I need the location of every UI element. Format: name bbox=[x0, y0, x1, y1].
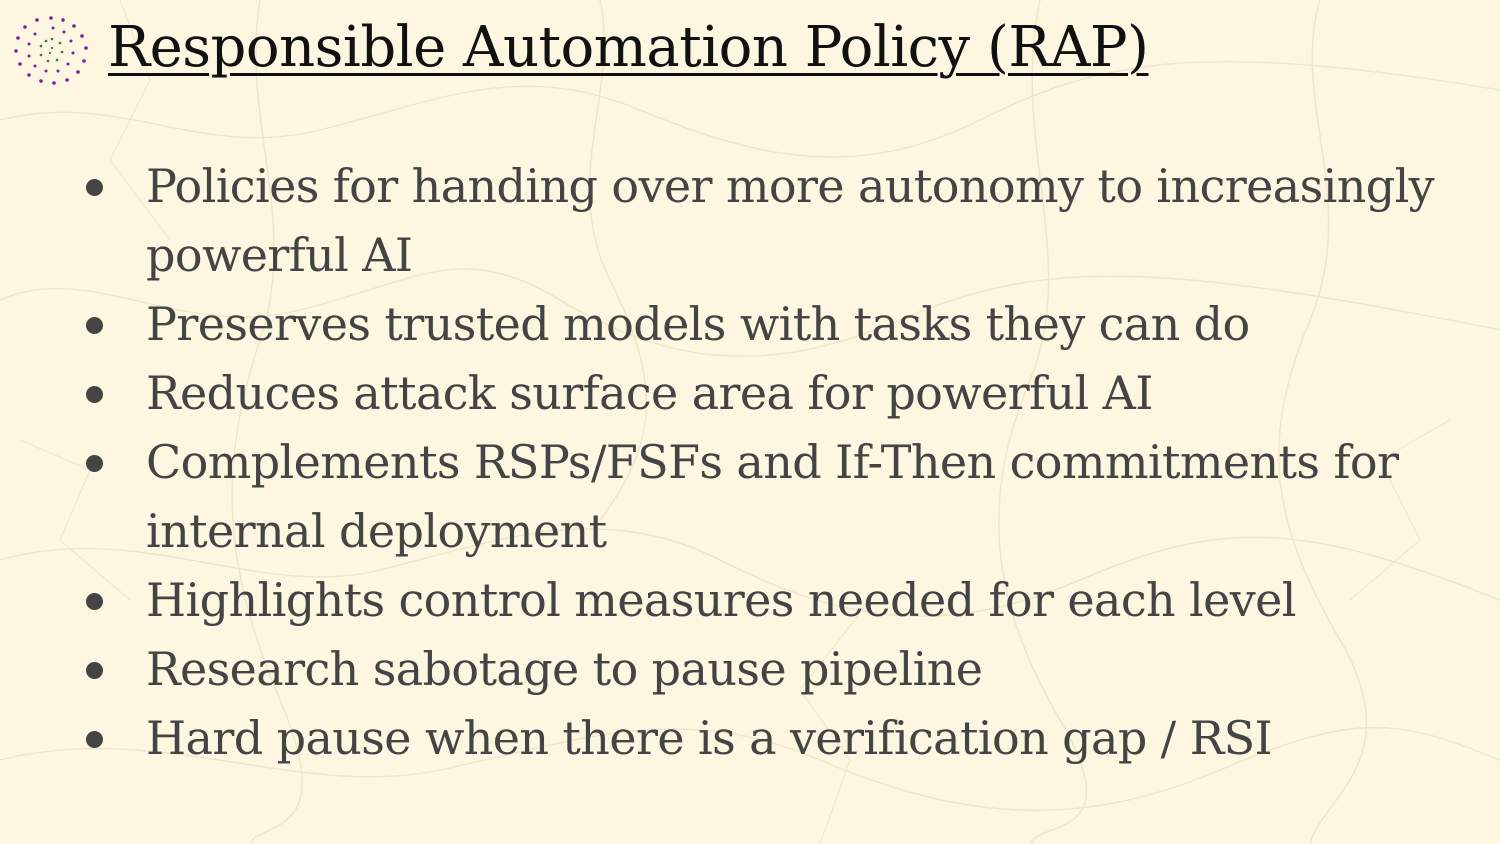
bullet-dot-icon bbox=[86, 317, 103, 334]
bullet-item bbox=[80, 635, 1460, 704]
bullet-dot-icon bbox=[86, 455, 103, 472]
bullet-dot-icon bbox=[86, 662, 103, 679]
bullet-item bbox=[80, 704, 1460, 773]
bullet-item bbox=[80, 359, 1460, 428]
slide-title: Responsible Automation Policy (RAP) bbox=[108, 15, 1149, 80]
bullet-item bbox=[80, 428, 1460, 566]
spiral-dots-logo bbox=[12, 14, 90, 86]
bullet-item bbox=[80, 290, 1460, 359]
bullet-text: Hard pause when there is a verification gap / RSI bbox=[146, 711, 1273, 765]
bullet-list bbox=[80, 152, 1460, 773]
bullet-dot-icon bbox=[86, 179, 103, 196]
bullet-dot-icon bbox=[86, 731, 103, 748]
bullet-text: Research sabotage to pause pipeline bbox=[146, 642, 983, 696]
bullet-dot-icon bbox=[86, 386, 103, 403]
bullet-text: Reduces attack surface area for powerful AI bbox=[146, 366, 1153, 420]
bullet-text: Complements RSPs/FSFs and If-Then commitments for internal deployment bbox=[146, 435, 1399, 558]
bullet-text: Preserves trusted models with tasks they can do bbox=[146, 297, 1250, 351]
bullet-item bbox=[80, 152, 1460, 290]
bullet-text: Policies for handing over more autonomy to increasingly powerful AI bbox=[146, 159, 1435, 282]
bullet-dot-icon bbox=[86, 593, 103, 610]
bullet-text: Highlights control measures needed for each level bbox=[146, 573, 1296, 627]
bullet-item bbox=[80, 566, 1460, 635]
